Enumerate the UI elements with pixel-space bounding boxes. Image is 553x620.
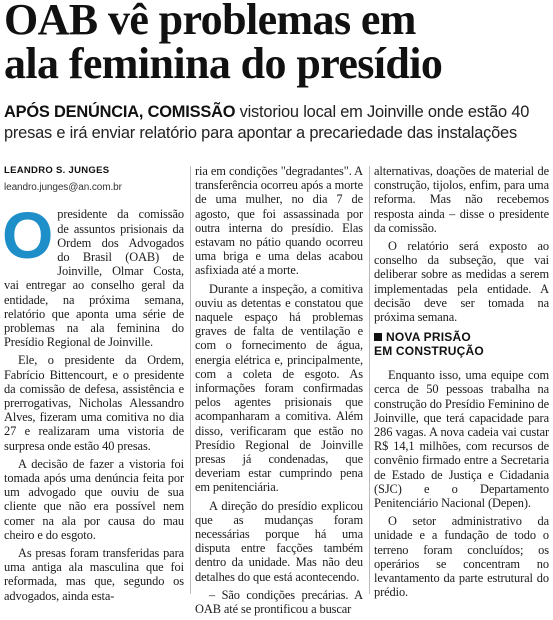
article-column-3	[374, 164, 549, 603]
article-paragraph: A decisão de fazer a vistoria foi tomada após uma denúncia feita por um advogado que ouviu de sua cliente que não era possível nem comer na ala por causa do mau cheiro e do esgoto.	[4, 456, 184, 542]
article-paragraph: A direção do presídio explicou que as mudanças foram necessárias porque há uma disputa entre facções também dentro da unidade. Mas não deu detalhes do que está acontecendo.	[195, 498, 363, 584]
article-column-2	[195, 164, 363, 620]
article-paragraph: – São condições precárias. A OAB até se prontificou a buscar	[195, 587, 363, 617]
headline	[4, 0, 552, 86]
article-paragraph: alternativas, doações de material de construção, tijolos, enfim, para uma reforma. Mas não recebemos resposta ainda – disse o presidente da comissão.	[374, 164, 549, 235]
deck-text: vistoriou local em Joinville onde estão 40 presas e irá enviar relatório para apontar a precariedade das instalações	[4, 103, 530, 142]
square-bullet-icon	[374, 333, 382, 341]
byline-author: LEANDRO S. JUNGES	[4, 165, 110, 176]
section-subhead: NOVA PRISÃO EM CONSTRUÇÃO	[374, 330, 484, 359]
column-divider-1	[190, 166, 191, 594]
article-paragraph: O relatório será exposto ao conselho da subseção, que vai deliberar sobre as medidas a serem implementadas pela entidade. A decisão deve ser tomada na próxima semana.	[374, 239, 549, 325]
article-paragraph: O setor administrativo da unidade e a fundação de todo o terreno foram concluídos; os operários se concentram no levantamento da parte estrutural do prédio.	[374, 514, 549, 600]
headline-line-1: OAB vê problemas em	[4, 0, 416, 44]
article-paragraph: Ele, o presidente da Ordem, Fabrício Bittencourt, e o presidente da comissão de defesa, assistência e prerrogativas, Nicholas Alessandro Alves, fizeram uma comitiva no dia 27 e realizaram uma vistoria de surpresa onde estão 40 presas.	[4, 353, 184, 453]
deck-subtitle	[4, 102, 552, 144]
article-paragraph: Enquanto isso, uma equipe com cerca de 50 pessoas trabalha na construção do Presídio Feminino de Joinville, que terá capacidade para 286 vagas. A nova cadeia vai custar R$ 14,1 milhões, com recursos de convênio firmado entre a Secretaria de Estado de Justiça e Cidadania (SJC) e o Departamento Penitenciário Nacional (Depen).	[374, 368, 549, 511]
article-column-1	[4, 164, 184, 607]
article-paragraph: Opresidente da comissão de assuntos prisionais da Ordem dos Advogados do Brasil (OAB) de Joinville, Olmar Costa, vai entregar ao conselho geral da entidade, na próxima semana, relatório que aponta uma série de problemas na ala feminina do Presídio Regional de Joinville.	[2, 198, 184, 350]
deck-lead: APÓS DENÚNCIA, COMISSÃO	[4, 103, 236, 121]
byline-email[interactable]: leandro.junges@an.com.br	[4, 182, 122, 194]
article-paragraph: ria em condições "degradantes". A transferência ocorreu após a morte de uma mulher, no dia 7 de agosto, que foi assassinada por outra interna do presídio. Elas estavam no pátio quando ocorreu uma briga e uma delas acabou asfixiada até a morte.	[195, 164, 363, 278]
column-divider-2	[369, 166, 370, 594]
drop-cap: O	[2, 198, 54, 273]
article-paragraph: Durante a inspeção, a comitiva ouviu as detentas e constatou que naquele espaço há problemas graves de falta de ventilação e com o fornecimento de água, energia elétrica e, principalmente, com a coleta de esgoto. As informações foram confirmadas pelos agentes prisionais que acompanharam a comitiva. Além disso, verificaram que estão no Presídio Regional de Joinville presas já condenadas, que deveriam estar cumprindo pena em penitenciária.	[195, 281, 363, 495]
headline-line-2: ala feminina do presídio	[4, 39, 443, 88]
article-paragraph: As presas foram transferidas para uma antiga ala masculina que foi reformada, mas que, segundo os advogados, ainda esta-	[4, 546, 184, 603]
